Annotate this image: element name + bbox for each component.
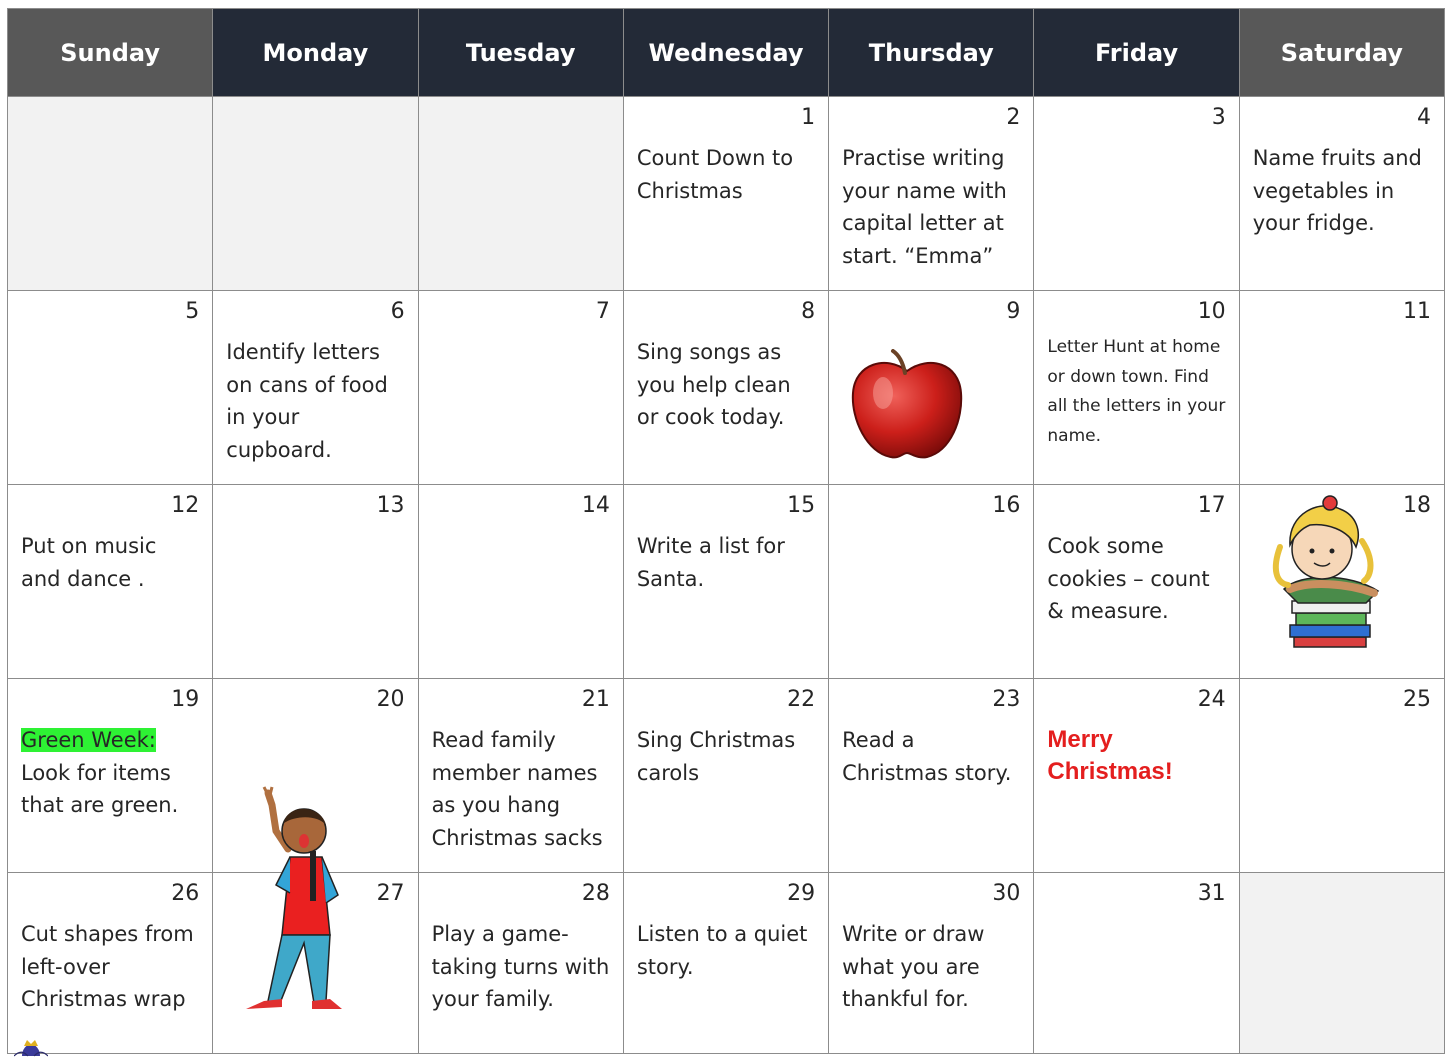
day-cell-empty bbox=[1239, 873, 1444, 1054]
header-wednesday: Wednesday bbox=[623, 9, 828, 97]
day-cell bbox=[623, 485, 828, 679]
weekday-header-row bbox=[8, 9, 1445, 97]
day-number: 27 bbox=[376, 881, 405, 906]
day-number: 3 bbox=[1211, 105, 1226, 130]
header-friday: Friday bbox=[1034, 9, 1239, 97]
day-cell bbox=[213, 291, 418, 485]
day-activity: Cut shapes from left-over Christmas wrap bbox=[21, 922, 194, 1011]
day-activity: Cook some cookies – count & measure. bbox=[1047, 534, 1210, 623]
week-row bbox=[8, 291, 1445, 485]
day-cell bbox=[1239, 485, 1444, 679]
day-number: 28 bbox=[581, 881, 610, 906]
week-row bbox=[8, 873, 1445, 1054]
day-number: 9 bbox=[1006, 299, 1021, 324]
day-activity: Sing songs as you help clean or cook today. bbox=[636, 340, 791, 429]
girl-with-books-icon bbox=[1270, 489, 1400, 669]
day-number: 8 bbox=[801, 299, 816, 324]
day-cell bbox=[829, 873, 1034, 1054]
day-cell bbox=[8, 679, 213, 873]
day-activity: Put on music and dance . bbox=[21, 534, 157, 591]
merry-christmas-text: Merry Christmas! bbox=[1047, 726, 1173, 785]
header-tuesday: Tuesday bbox=[418, 9, 623, 97]
day-activity: Play a game- taking turns with your family. bbox=[431, 922, 610, 1011]
header-thursday: Thursday bbox=[829, 9, 1034, 97]
day-cell bbox=[8, 873, 213, 1054]
day-cell bbox=[829, 291, 1034, 485]
day-number: 5 bbox=[185, 299, 200, 324]
day-number: 11 bbox=[1403, 299, 1431, 324]
header-sunday: Sunday bbox=[8, 9, 213, 97]
day-cell bbox=[1034, 873, 1239, 1054]
day-cell bbox=[418, 485, 623, 679]
day-number: 25 bbox=[1403, 687, 1431, 712]
day-cell bbox=[623, 97, 828, 291]
day-activity: Practise writing your name with capital letter at start. “Emma” bbox=[842, 146, 1007, 268]
day-activity: Count Down to Christmas bbox=[636, 146, 794, 203]
day-number: 2 bbox=[1006, 105, 1021, 130]
day-activity: Letter Hunt at home or down town. Find all the letters in your name. bbox=[1047, 337, 1226, 446]
day-cell bbox=[623, 873, 828, 1054]
day-cell bbox=[418, 873, 623, 1054]
day-activity: Identify letters on cans of food in your cupboard. bbox=[226, 340, 388, 462]
day-number: 17 bbox=[1197, 493, 1226, 518]
apple-icon bbox=[847, 349, 967, 463]
header-monday: Monday bbox=[213, 9, 418, 97]
day-cell bbox=[1034, 485, 1239, 679]
day-cell bbox=[8, 291, 213, 485]
week-row bbox=[8, 485, 1445, 679]
header-saturday: Saturday bbox=[1239, 9, 1444, 97]
day-activity: Write or draw what you are thankful for. bbox=[842, 922, 985, 1011]
day-number: 24 bbox=[1197, 687, 1226, 712]
day-number: 29 bbox=[787, 881, 816, 906]
day-cell bbox=[8, 485, 213, 679]
day-cell-empty bbox=[213, 97, 418, 291]
day-number: 16 bbox=[992, 493, 1021, 518]
day-cell bbox=[623, 291, 828, 485]
day-cell bbox=[213, 485, 418, 679]
day-cell bbox=[1034, 679, 1239, 873]
day-activity: Sing Christmas carols bbox=[636, 728, 796, 785]
day-number: 7 bbox=[595, 299, 610, 324]
day-number: 10 bbox=[1197, 299, 1226, 324]
day-cell bbox=[1239, 97, 1444, 291]
day-number: 20 bbox=[376, 687, 405, 712]
day-activity: Read a Christmas story. bbox=[842, 728, 1012, 785]
day-number: 4 bbox=[1417, 105, 1431, 130]
day-number: 13 bbox=[376, 493, 405, 518]
day-cell bbox=[829, 679, 1034, 873]
day-number: 18 bbox=[1403, 493, 1431, 518]
day-number: 31 bbox=[1197, 881, 1226, 906]
day-number: 30 bbox=[992, 881, 1021, 906]
day-number: 14 bbox=[581, 493, 610, 518]
week-row bbox=[8, 679, 1445, 873]
day-activity bbox=[8, 715, 212, 822]
day-cell-empty bbox=[8, 97, 213, 291]
singing-boy-icon bbox=[238, 785, 348, 1011]
day-number: 23 bbox=[992, 687, 1021, 712]
day-activity-text: Look for items that are green. bbox=[21, 760, 179, 817]
green-week-highlight: Green Week: bbox=[21, 728, 156, 752]
day-cell bbox=[1034, 291, 1239, 485]
day-number: 22 bbox=[787, 687, 816, 712]
crest-logo-icon bbox=[14, 1040, 48, 1057]
day-cell bbox=[418, 679, 623, 873]
day-number: 1 bbox=[801, 105, 816, 130]
day-cell-empty bbox=[418, 97, 623, 291]
day-cell bbox=[1239, 291, 1444, 485]
day-activity: Write a list for Santa. bbox=[636, 534, 785, 591]
day-cell bbox=[1239, 679, 1444, 873]
day-cell bbox=[829, 97, 1034, 291]
day-cell bbox=[1034, 97, 1239, 291]
week-row bbox=[8, 97, 1445, 291]
day-activity: Listen to a quiet story. bbox=[636, 922, 808, 979]
day-number: 21 bbox=[581, 687, 610, 712]
day-number: 12 bbox=[171, 493, 200, 518]
day-activity: Name fruits and vegetables in your fridge. bbox=[1252, 146, 1422, 235]
day-number: 26 bbox=[171, 881, 200, 906]
day-cell bbox=[418, 291, 623, 485]
calendar-grid bbox=[7, 8, 1445, 1054]
day-number: 6 bbox=[390, 299, 405, 324]
day-cell bbox=[829, 485, 1034, 679]
day-cell bbox=[623, 679, 828, 873]
day-activity: Read family member names as you hang Christmas sacks bbox=[431, 728, 603, 850]
day-number: 19 bbox=[171, 687, 200, 712]
day-number: 15 bbox=[787, 493, 816, 518]
